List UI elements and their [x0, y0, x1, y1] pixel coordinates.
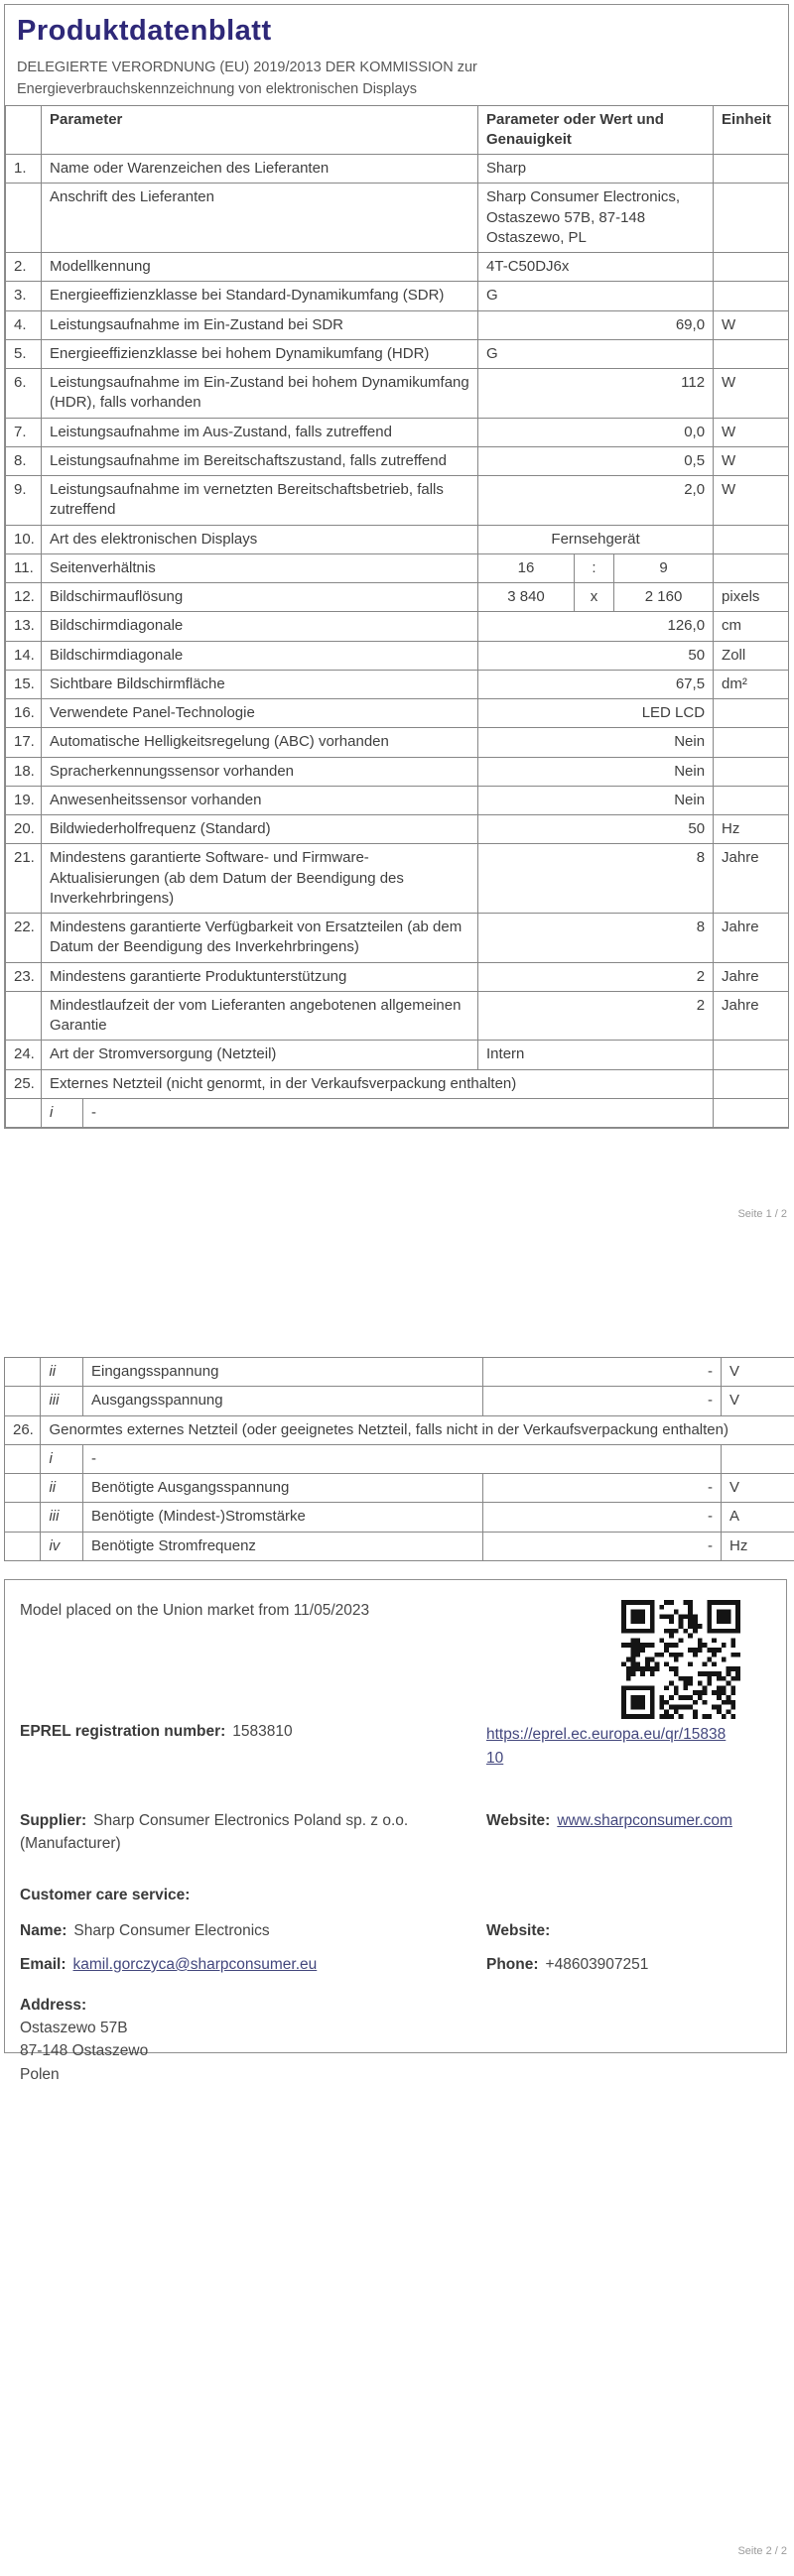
row-unit — [714, 282, 789, 310]
row-value: 4T-C50DJ6x — [478, 253, 714, 282]
row-param: Name oder Warenzeichen des Lieferanten — [42, 155, 478, 184]
table-row — [6, 914, 789, 963]
row-num: 17. — [6, 728, 42, 757]
row-param: Automatische Helligkeitsregelung (ABC) vorhanden — [42, 728, 478, 757]
row-param: Benötigte Stromfrequenz — [82, 1532, 482, 1560]
address-line: 87-148 Ostaszewo — [20, 2042, 149, 2060]
website-info — [486, 1810, 772, 1832]
row-num: 14. — [6, 641, 42, 670]
row-num — [5, 1474, 41, 1503]
product-parameter-table-page2 — [4, 1357, 794, 1561]
row-unit — [714, 155, 789, 184]
table-row — [6, 699, 789, 728]
row-param: Modellkennung — [42, 253, 478, 282]
eprel-number: 1583810 — [232, 1723, 293, 1740]
table-row — [6, 184, 789, 253]
table-row — [6, 612, 789, 641]
table-row — [5, 1474, 794, 1503]
row-param-span: Genormtes externes Netzteil (oder geeignetes Netzteil, falls nicht in der Verkaufsverpackung enthalten) — [41, 1415, 794, 1444]
table-row — [6, 962, 789, 991]
supplier-info — [20, 1810, 478, 1855]
row-value: - — [483, 1474, 722, 1503]
page-title: Produktdatenblatt — [17, 15, 272, 47]
table-row — [5, 1358, 794, 1387]
row-value: 67,5 — [478, 670, 714, 698]
row-unit — [714, 699, 789, 728]
name-value: Sharp Consumer Electronics — [73, 1921, 270, 1939]
row-param: Bildwiederholfrequenz (Standard) — [42, 815, 478, 844]
row-value: Nein — [478, 728, 714, 757]
row-value: 112 — [478, 369, 714, 419]
row-roman-numeral: i — [41, 1444, 83, 1473]
supplier-value: Sharp Consumer Electronics Poland sp. z o.o. (Manufacturer) — [20, 1812, 409, 1852]
table-row — [6, 282, 789, 310]
row-unit — [714, 728, 789, 757]
row-value: - — [83, 1098, 714, 1127]
regulation-subtitle-line2: Energieverbrauchskennzeichnung von elektronischen Displays — [17, 80, 418, 97]
row-value-a: 16 — [478, 553, 575, 582]
table-row — [6, 1069, 789, 1098]
table-row — [6, 844, 789, 914]
row-roman-numeral: iii — [41, 1503, 83, 1532]
row-num: 15. — [6, 670, 42, 698]
row-param: Spracherkennungssensor vorhanden — [42, 757, 478, 786]
service-name-row — [20, 1922, 772, 1940]
row-value: Fernsehgerät — [478, 525, 714, 553]
table-header-row — [6, 105, 789, 155]
table-row — [6, 757, 789, 786]
row-value: - — [483, 1503, 722, 1532]
row-value-separator: x — [575, 583, 614, 612]
row-unit: Jahre — [714, 962, 789, 991]
row-num — [6, 991, 42, 1041]
row-param: Bildschirmauflösung — [42, 583, 478, 612]
service-name — [20, 1922, 478, 1940]
row-param: Eingangsspannung — [82, 1358, 482, 1387]
row-value-b: 2 160 — [614, 583, 714, 612]
row-num: 18. — [6, 757, 42, 786]
address-line: Ostaszewo 57B — [20, 2020, 128, 2037]
phone-value: +48603907251 — [545, 1955, 649, 1973]
row-param: Mindestens garantierte Produktunterstützung — [42, 962, 478, 991]
row-num: 7. — [6, 418, 42, 446]
row-param: Leistungsaufnahme im vernetzten Bereitschaftsbetrieb, falls zutreffend — [42, 476, 478, 526]
row-unit: Jahre — [714, 844, 789, 914]
row-param: Benötigte Ausgangsspannung — [82, 1474, 482, 1503]
row-num: 3. — [6, 282, 42, 310]
row-param: Ausgangsspannung — [82, 1387, 482, 1415]
address-block — [20, 1994, 772, 2086]
table-row — [6, 1098, 789, 1127]
row-param: Verwendete Panel-Technologie — [42, 699, 478, 728]
row-value: Nein — [478, 757, 714, 786]
service-website — [486, 1922, 772, 1940]
row-param: Anwesenheitssensor vorhanden — [42, 786, 478, 814]
row-num: 22. — [6, 914, 42, 963]
row-unit — [714, 1069, 789, 1098]
row-value: 2 — [478, 991, 714, 1041]
row-num: 24. — [6, 1041, 42, 1069]
row-param: Art des elektronischen Displays — [42, 525, 478, 553]
row-unit: W — [714, 418, 789, 446]
table-row — [6, 583, 789, 612]
table-row — [6, 310, 789, 339]
table-row — [6, 525, 789, 553]
row-value: 8 — [478, 914, 714, 963]
contact-row — [20, 1956, 772, 1974]
row-unit: V — [722, 1358, 794, 1387]
row-unit — [714, 525, 789, 553]
table-row — [6, 670, 789, 698]
header-num-cell — [6, 105, 42, 155]
row-value: G — [478, 339, 714, 368]
row-unit: W — [714, 476, 789, 526]
row-value: - — [483, 1358, 722, 1387]
table-row — [6, 418, 789, 446]
eprel-row — [20, 1723, 772, 1771]
row-unit: Hz — [714, 815, 789, 844]
header-parameter: Parameter — [42, 105, 478, 155]
email-link[interactable]: kamil.gorczyca@sharpconsumer.eu — [72, 1955, 318, 1973]
row-num: 6. — [6, 369, 42, 419]
row-param: Bildschirmdiagonale — [42, 641, 478, 670]
row-param: Leistungsaufnahme im Bereitschaftszustand, falls zutreffend — [42, 446, 478, 475]
phone-label: Phone: — [486, 1955, 539, 1973]
address-line: Polen — [20, 2065, 60, 2083]
table-row — [6, 476, 789, 526]
row-param: Leistungsaufnahme im Ein-Zustand bei hohem Dynamikumfang (HDR), falls vorhanden — [42, 369, 478, 419]
row-param: Mindestens garantierte Software- und Firmware-Aktualisierungen (ab dem Datum der Beendigung des Inverkehrbringens) — [42, 844, 478, 914]
website-label: Website: — [486, 1812, 551, 1830]
row-unit: Jahre — [714, 991, 789, 1041]
row-value: Sharp Consumer Electronics, Ostaszewo 57B, 87-148 Ostaszewo, PL — [478, 184, 714, 253]
row-value-a: 3 840 — [478, 583, 575, 612]
customer-care-heading: Customer care service: — [20, 1886, 191, 1903]
row-value: Intern — [478, 1041, 714, 1069]
row-unit: Jahre — [714, 914, 789, 963]
row-num: 20. — [6, 815, 42, 844]
table-row — [6, 369, 789, 419]
row-unit — [714, 553, 789, 582]
row-unit — [714, 757, 789, 786]
row-num: 4. — [6, 310, 42, 339]
table-row — [6, 786, 789, 814]
row-value: Sharp — [478, 155, 714, 184]
row-num: 10. — [6, 525, 42, 553]
page2-footer: Seite 2 / 2 — [737, 2545, 787, 2557]
table-row — [5, 1503, 794, 1532]
row-unit: A — [722, 1503, 794, 1532]
row-roman-numeral: i — [42, 1098, 83, 1127]
table-row — [6, 253, 789, 282]
row-unit — [714, 1041, 789, 1069]
row-num: 1. — [6, 155, 42, 184]
row-num: 25. — [6, 1069, 42, 1098]
row-value: 50 — [478, 641, 714, 670]
row-unit: Hz — [722, 1532, 794, 1560]
row-param: Leistungsaufnahme im Ein-Zustand bei SDR — [42, 310, 478, 339]
row-num: 16. — [6, 699, 42, 728]
row-unit: V — [722, 1474, 794, 1503]
eprel-link[interactable]: https://eprel.ec.europa.eu/qr/1583810 — [486, 1726, 727, 1768]
row-param: Seitenverhältnis — [42, 553, 478, 582]
row-param: Art der Stromversorgung (Netzteil) — [42, 1041, 478, 1069]
row-value: - — [82, 1444, 721, 1473]
eprel-registration — [20, 1723, 478, 1741]
title-block — [5, 5, 788, 105]
row-num — [5, 1532, 41, 1560]
qr-code — [621, 1600, 740, 1719]
row-value: 69,0 — [478, 310, 714, 339]
name-label: Name: — [20, 1921, 67, 1939]
row-value: 8 — [478, 844, 714, 914]
row-roman-numeral: ii — [41, 1474, 83, 1503]
row-unit — [714, 1098, 789, 1127]
product-parameter-table-page1 — [5, 105, 789, 1129]
row-value: 126,0 — [478, 612, 714, 641]
row-param: Leistungsaufnahme im Aus-Zustand, falls zutreffend — [42, 418, 478, 446]
row-param: Sichtbare Bildschirmfläche — [42, 670, 478, 698]
row-num — [5, 1387, 41, 1415]
email-info — [20, 1956, 478, 1974]
row-roman-numeral: ii — [41, 1358, 83, 1387]
page1-sheet — [4, 4, 789, 1129]
table-row — [5, 1387, 794, 1415]
row-value: 2 — [478, 962, 714, 991]
table-row — [6, 339, 789, 368]
row-num: 12. — [6, 583, 42, 612]
supplier-info-box — [4, 1579, 787, 2083]
row-num: 9. — [6, 476, 42, 526]
row-param: Anschrift des Lieferanten — [42, 184, 478, 253]
row-num — [5, 1444, 41, 1473]
row-num — [5, 1503, 41, 1532]
row-roman-numeral: iv — [41, 1532, 83, 1560]
row-unit: cm — [714, 612, 789, 641]
supplier-label: Supplier: — [20, 1812, 87, 1830]
table-row — [6, 446, 789, 475]
row-param: Mindestlaufzeit der vom Lieferanten angebotenen allgemeinen Garantie — [42, 991, 478, 1041]
row-unit: W — [714, 369, 789, 419]
website2-label: Website: — [486, 1921, 551, 1939]
table-row — [6, 641, 789, 670]
row-unit: V — [722, 1387, 794, 1415]
row-value-separator: : — [575, 553, 614, 582]
row-value: - — [483, 1532, 722, 1560]
row-num: 13. — [6, 612, 42, 641]
row-value-b: 9 — [614, 553, 714, 582]
row-param: Mindestens garantierte Verfügbarkeit von Ersatzteilen (ab dem Datum der Beendigung des Inverkehrbringens) — [42, 914, 478, 963]
table-row — [5, 1444, 794, 1473]
page1-footer: Seite 1 / 2 — [737, 1208, 787, 1220]
row-num: 21. — [6, 844, 42, 914]
row-param-span: Externes Netzteil (nicht genormt, in der Verkaufsverpackung enthalten) — [42, 1069, 714, 1098]
row-roman-numeral: iii — [41, 1387, 83, 1415]
row-unit: pixels — [714, 583, 789, 612]
regulation-subtitle-line1: DELEGIERTE VERORDNUNG (EU) 2019/2013 DER KOMMISSION zur — [17, 60, 477, 75]
supplier-row — [20, 1810, 772, 1855]
phone-info — [486, 1956, 772, 1974]
row-unit: W — [714, 310, 789, 339]
row-value: 50 — [478, 815, 714, 844]
row-unit: dm² — [714, 670, 789, 698]
header-unit: Einheit — [714, 105, 789, 155]
row-num: 11. — [6, 553, 42, 582]
row-num: 26. — [5, 1415, 41, 1444]
row-value: 0,0 — [478, 418, 714, 446]
row-unit — [714, 786, 789, 814]
market-placement-text: Model placed on the Union market from 11/05/2023 — [20, 1602, 370, 1619]
row-unit — [714, 339, 789, 368]
table-row — [6, 815, 789, 844]
row-param: Bildschirmdiagonale — [42, 612, 478, 641]
row-value: G — [478, 282, 714, 310]
row-param: Energieeffizienzklasse bei Standard-Dynamikumfang (SDR) — [42, 282, 478, 310]
row-unit — [714, 184, 789, 253]
row-num — [6, 184, 42, 253]
row-num — [5, 1358, 41, 1387]
row-value: Nein — [478, 786, 714, 814]
row-unit: Zoll — [714, 641, 789, 670]
row-unit: W — [714, 446, 789, 475]
row-value: LED LCD — [478, 699, 714, 728]
row-unit — [722, 1444, 794, 1473]
row-num — [6, 1098, 42, 1127]
table-row — [5, 1532, 794, 1560]
address-label: Address: — [20, 1996, 87, 2014]
table-row — [6, 553, 789, 582]
row-num: 23. — [6, 962, 42, 991]
table-row — [6, 728, 789, 757]
table-row — [6, 1041, 789, 1069]
row-num: 2. — [6, 253, 42, 282]
table-row — [6, 991, 789, 1041]
row-num: 5. — [6, 339, 42, 368]
row-value: - — [483, 1387, 722, 1415]
website-link[interactable]: www.sharpconsumer.com — [557, 1812, 732, 1830]
header-value: Parameter oder Wert und Genauigkeit — [478, 105, 714, 155]
email-label: Email: — [20, 1955, 66, 1973]
row-unit — [714, 253, 789, 282]
row-value: 2,0 — [478, 476, 714, 526]
row-num: 8. — [6, 446, 42, 475]
row-num: 19. — [6, 786, 42, 814]
row-param: Energieeffizienzklasse bei hohem Dynamikumfang (HDR) — [42, 339, 478, 368]
row-param: Benötigte (Mindest-)Stromstärke — [82, 1503, 482, 1532]
row-value: 0,5 — [478, 446, 714, 475]
eprel-label: EPREL registration number: — [20, 1723, 226, 1740]
table-row — [5, 1415, 794, 1444]
table-row — [6, 155, 789, 184]
